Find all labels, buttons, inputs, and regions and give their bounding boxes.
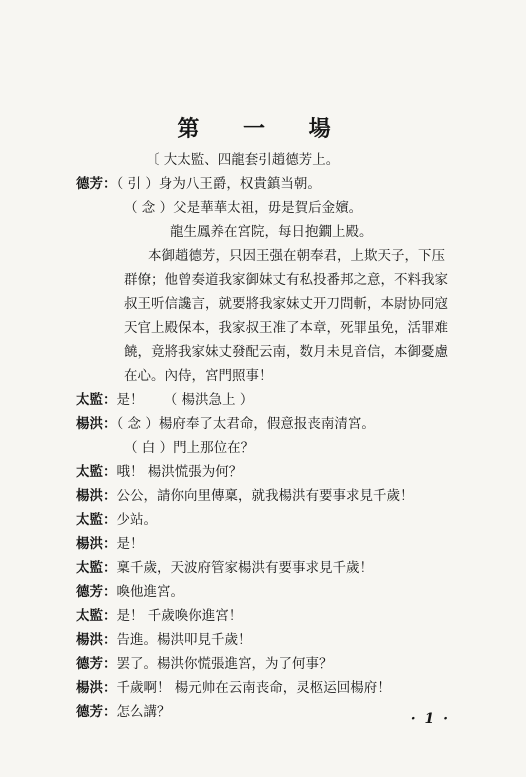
- line-text: （ 引 ）身为八王爵，权貴鎮当朝。: [116, 176, 321, 192]
- line-text: （ 念 ）楊府奉了太君命，假意报丧南清宮。: [116, 416, 375, 432]
- dialogue-line: [124, 272, 448, 288]
- line-text: 饒，竟將我家妹丈發配云南，数月未見音信，本御憂慮: [124, 344, 448, 360]
- line-text: 稟千歲，天波府管家楊洪有要事求見千歲！: [116, 560, 373, 576]
- line-text: 喚他進宮。: [116, 584, 184, 600]
- speaker-label: 德芳：: [76, 584, 117, 600]
- line-text: 在心。內侍，宮門照事！: [124, 368, 273, 384]
- dialogue-line: [76, 464, 242, 480]
- dialogue-line: [124, 320, 448, 336]
- dialogue-line: [76, 536, 144, 552]
- speaker-label: 楊洪：: [76, 488, 117, 504]
- speaker-label: 太監：: [76, 512, 117, 528]
- line-text: 罢了。楊洪你慌張進宮，为了何事？: [116, 656, 333, 672]
- line-text: 少站。: [116, 512, 157, 528]
- page-number: · 1 ·: [410, 711, 450, 727]
- dialogue-line: [76, 176, 321, 192]
- line-text: 龍生鳳养在宮院，每日抱鐗上殿。: [170, 224, 373, 240]
- speaker-label: 太監：: [76, 392, 117, 408]
- speaker-label: 太監：: [76, 560, 117, 576]
- dialogue-line: [148, 248, 445, 264]
- line-text: 群僚；他曾奏道我家御妹丈有私投番邦之意，不料我家: [124, 272, 448, 288]
- dialogue-line: [124, 440, 254, 456]
- dialogue-line: [76, 392, 253, 408]
- line-text: （ 念 ）父是華華太祖，毋是賀后金嬪。: [124, 200, 363, 216]
- line-text: 是！ 千歲喚你進宮！: [116, 608, 243, 624]
- dialogue-line: [76, 704, 171, 720]
- dialogue-line: [124, 200, 362, 216]
- dialogue-line: [76, 608, 242, 624]
- dialogue-line: [76, 416, 375, 432]
- line-text: 天官上殿保本，我家叔王准了本章，死罪虽免，活罪难: [124, 320, 448, 336]
- speaker-label: 太監：: [76, 608, 117, 624]
- line-text: 是！: [116, 536, 144, 552]
- dialogue-line: [76, 512, 157, 528]
- dialogue-line: [76, 680, 391, 696]
- speaker-label: 德芳：: [76, 704, 117, 720]
- line-text: 告進。楊洪叩見千歲！: [116, 632, 252, 648]
- line-text: 叔王听信讒言，就要將我家妹丈开刀問斬，本尉协同寇: [124, 296, 448, 312]
- line-text: （ 白 ）門上那位在？: [124, 440, 255, 456]
- dialogue-line: [76, 656, 333, 672]
- line-text: 哦！ 楊洪慌張为何？: [116, 464, 243, 480]
- scene-title: 第 一 場: [177, 117, 349, 142]
- dialogue-line: [124, 368, 273, 384]
- dialogue-line: [76, 632, 252, 648]
- dialogue-line: [124, 296, 448, 312]
- dialogue-line: [76, 584, 184, 600]
- speaker-label: 太監：: [76, 464, 117, 480]
- speaker-label: 楊洪：: [76, 632, 117, 648]
- speaker-label: 德芳：: [76, 176, 117, 192]
- dialogue-line: [76, 488, 414, 504]
- speaker-label: 德芳：: [76, 656, 117, 672]
- line-text: 公公，請你向里傳稟，就我楊洪有要事求見千歲！: [116, 488, 414, 504]
- speaker-label: 楊洪：: [76, 416, 117, 432]
- stage-direction: [146, 152, 339, 168]
- dialogue-line: [124, 344, 448, 360]
- line-text: 〔 大太監、四龍套引趙德芳上。: [146, 152, 340, 168]
- line-text: 怎么講？: [116, 704, 171, 720]
- line-text: 本御趙德芳，只因王强在朝奉君，上欺天子，下压: [148, 248, 445, 264]
- dialogue-line: [76, 560, 373, 576]
- line-text: 是！ （ 楊洪急上 ）: [116, 392, 254, 408]
- line-text: 千歲啊！ 楊元帅在云南丧命，灵柩运回楊府！: [116, 680, 391, 696]
- speaker-label: 楊洪：: [76, 536, 117, 552]
- speaker-label: 楊洪：: [76, 680, 117, 696]
- dialogue-line: [170, 224, 373, 240]
